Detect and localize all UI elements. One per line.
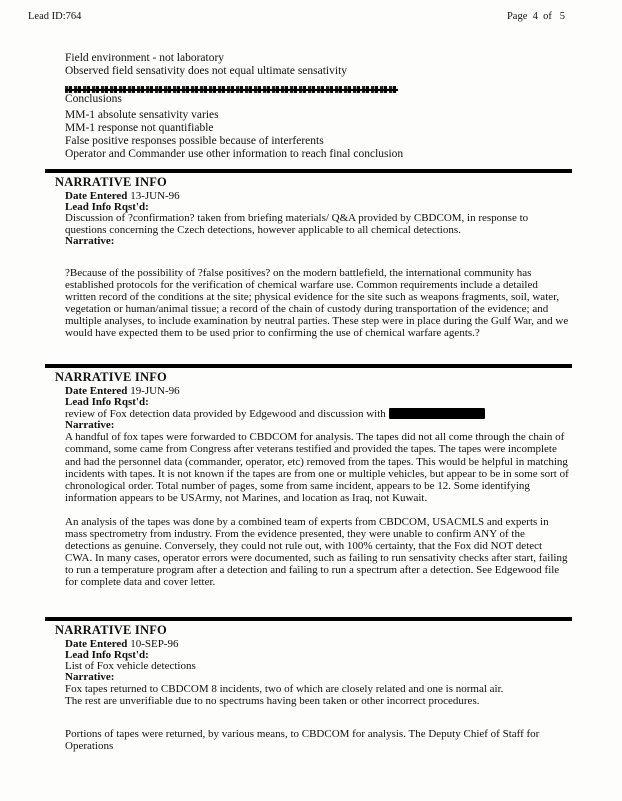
lead-info-text: review of Fox detection data provided by Edgewood and discussion with (65, 407, 386, 420)
lead-info-text: List of Fox vehicle detections (65, 659, 196, 672)
narrative-section-2 (45, 364, 572, 609)
redaction-box (389, 408, 485, 419)
strikeout-scribble (65, 86, 398, 93)
conclusion-line: Operator and Commander use other information to reach final conclusion (65, 148, 404, 160)
narrative-paragraph: A handful of fox tapes were forwarded to CBDCOM for analysis. The tapes did not all come through the chain of command, some came from Congress after veterans testified and provided the tapes. The tapes were incomplete and had the personnel data (commander, operator, etc) removed from the tapes. This would be helpful in matching incidents with tapes. It is not known if the tapes are from one or multiple vehicles, but appear to be in some sort of chronological order. Total number of pages, some from same incident, appears to be 12. Some identifying information appears to be USArmy, not Marines, and location as Iraq, not Kuwait. (65, 431, 569, 504)
section-body (45, 191, 572, 340)
section-body (45, 639, 572, 752)
narrative-label: Narrative: (65, 234, 115, 247)
narrative-label: Narrative: (65, 419, 115, 432)
narrative-paragraph: ?Because of the possibility of ?false positives? on the modern battlefield, the international community has established protocols for the verification of chemical warfare use. Common requirements include a detailed written record of the conditions at the site; physical evidence for the site such as weapons fragments, soil, water, vegetation or human/animal tissue; a record of the chain of custody during transportation of the evidence; and multiple analyses, to include examination by neutral parties. These step were in place during the Gulf War, and we would have expected them to be used prior to confirming the use of chemical warfare agents.? (65, 267, 569, 340)
narrative-section-1 (45, 169, 572, 356)
lead-info-label: Lead Info Rqst'd: (65, 648, 149, 661)
narrative-label: Narrative: (65, 671, 115, 684)
date-entered-value: 10-SEP-96 (130, 637, 179, 650)
document-header (0, 0, 622, 22)
lead-info-label: Lead Info Rqst'd: (65, 395, 149, 408)
conclusion-line: MM-1 response not quantifiable (65, 122, 214, 134)
section-title: NARRATIVE INFO (55, 369, 167, 384)
date-entered-label: Date Entered (65, 637, 128, 650)
narrative-section-3 (45, 617, 572, 752)
narrative-paragraph: Fox tapes returned to CBDCOM 8 incidents, two of which are closely related and one is normal air. (65, 683, 504, 696)
section-title: NARRATIVE INFO (55, 622, 167, 637)
conclusion-line: MM-1 absolute sensativity varies (65, 109, 219, 121)
section-title: NARRATIVE INFO (55, 175, 167, 189)
date-entered-value: 19-JUN-96 (130, 384, 180, 397)
narrative-paragraph: The rest are unverifiable due to no spectrums having been taken or other incorrect procedures. (65, 695, 480, 708)
date-entered-label: Date Entered (65, 384, 128, 397)
conclusions-heading: Conclusions (65, 93, 122, 105)
date-entered-label: Date Entered (65, 190, 128, 202)
lead-info-row (65, 408, 570, 420)
summary-line: Observed field sensativity does not equal ultimate sensativity (65, 65, 348, 77)
summary-block (65, 52, 592, 161)
lead-id: Lead ID:764 (28, 11, 82, 22)
narrative-paragraph: An analysis of the tapes was done by a combined team of experts from CBDCOM, USACMLS and experts in mass spectrometry from industry. From the evidence presented, they were unable to confirm ANY of the detections as genuine. Conversely, they could not rule out, with 100% certainty, that the Fox did NOT detect CWA. In many cases, operator errors were documented, such as failing to run sensativity checks after start, failing to run a temperature program after a detection and failing to run a spectrum after a detection. See Edgewood file for complete data and cover letter. (65, 515, 568, 589)
lead-info-text: Discussion of ?confirmation? taken from briefing materials/ Q&A provided by CBDCOM, in response to questions concerning the Czech detections, however applicable to all chemical detections. (65, 212, 529, 236)
summary-line: Field environment - not laboratory (65, 52, 225, 64)
lead-info-label: Lead Info Rqst'd: (65, 201, 149, 214)
section-body (45, 386, 572, 589)
page-number: Page 4 of 5 (506, 11, 565, 22)
conclusion-line: False positive responses possible because of interferents (65, 135, 324, 147)
narrative-paragraph: Portions of tapes were returned, by various means, to CBDCOM for analysis. The Deputy Chief of Staff for Operations (65, 727, 540, 752)
date-entered-value: 13-JUN-96 (130, 190, 180, 202)
